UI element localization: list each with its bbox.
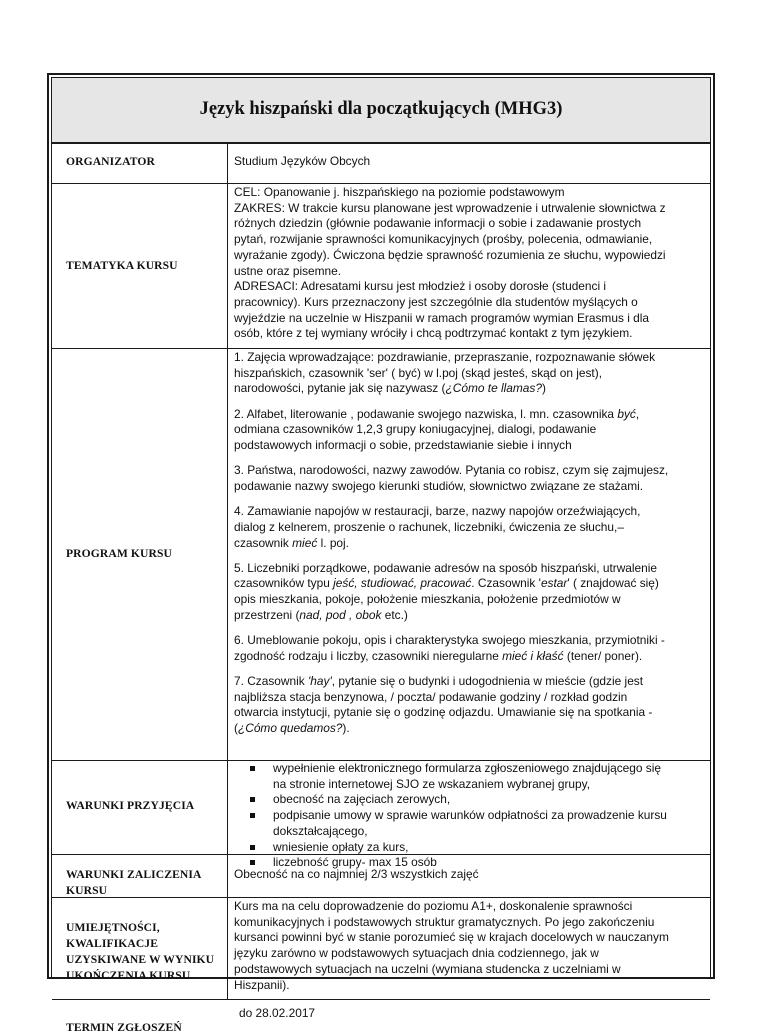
course-sheet — [47, 73, 715, 1034]
label-umiejetnosci: UMIEJĘTNOŚCI, KWALIFIKACJE UZYSKIWANE W WYNIKU UKOŃCZENIA KURSU — [52, 898, 228, 999]
value-warunki-zaliczenia: Obecność na co najmniej 2/3 wszystkich zajęć — [234, 867, 479, 881]
value-organizator: Studium Języków Obcych — [234, 154, 371, 168]
row-warunki-zaliczenia — [52, 855, 710, 898]
value-umiejetnosci — [228, 898, 710, 999]
title-row — [52, 78, 710, 144]
course-table: Język hiszpański dla początkujących (MHG3) ORGANIZATOR Studium Języków Obcych TEMATYKA KURSU CEL: Opanowanie j. hiszpańskiego na poziomie podstawowym ZAKRES: W trakcie kursu planowane jest wprowadzenie i utrwalenie słownictwa z różnych dziedzin (głównie podawanie informacji o sobie i zadawanie prostych pytań, rozwijanie sprawności komunikacyjnych (prośby, polecenia, odmawianie, wyrażanie zgody). Ćwiczona będzie sprawność rozumienia ze słuchu, wypowiedzi ustne oraz pisemne. ADRESACI: Adresatami kursu jest młodzież i osoby dorosłe (studenci i pracownicy). Kurs przeznaczony jest szczególnie dla studentów myślących o wyjeździe na uczelnie w Hiszpanii w ramach programów wymian Erasmus i dla osób, które z tej wymiany wróciły i chcą podtrzymać kontakt z tym językiem. PROGRAM KURSU 1. Zajęcia wprowadzające: pozdrawianie, przepraszanie, rozpoznawanie słówek hiszpańskich, czasownik 'ser' ( być) w l.poj (skąd jesteś, skąd on jest), narodowości, pytanie jak się nazywasz (¿Cómo te llamas?) 2. Alfabet, literowanie , podawanie swojego nazwiska, l. mn. czasownika być, odmiana czasowników 1,2,3 grupy koniugacyjnej, dialogi, podawanie podstawowych informacji o sobie, przedstawianie siebie i innych 3. Państwa, narodowości, nazwy zawodów. Pytania co robisz, czym się zajmujesz, podawanie nazwy swojego kierunki studiów, słownictwo związane ze stażami. 4. Zamawianie napojów w restauracji, barze, nazwy napojów orzeźwiających, dialog z kelnerem, proszenie o rachunek, liczebniki, ćwiczenia ze słuchu,– czasownik mieć l. poj. 5. Liczebniki porządkowe, podawanie adresów na sposób hiszpański, utrwalenie czasowników typu jeść, studiować, pracować. Czasownik 'estar' ( znajdować się) opis mieszkania, pokoje, położenie mieszkania, położenie przedmiotów w przestrzeni (nad, pod , obok etc.) 6. Umeblowanie pokoju, opis i charakterystyka swojego mieszkania, przymiotniki - zgodność rodzaju i liczby, czasowniki nieregularne mieć i kłaść (tener/ poner). 7. Czasownik 'hay', pytanie się o budynki i udogodnienia w mieście (gdzie jest najbliższa stacja benzynowa, / poczta/ podawanie godziny / rozkład godzin otwarcia instytucji, pytanie się o godzinę odjazdu. Umawianie się na spotkania - (¿Cómo quedamos?). WARUNKI PRZYJĘCIA wypełnienie elektronicznego formularza zgłoszeniowego znajdującego się na stronie internetowej SJO ze wskazaniem wybranej grupy, obecność na zajęciach zerowych, podpisanie umowy w sprawie warunków odpłatności za prowadzenie kursu dokształcającego, wniesienie opłaty za kurs, liczebność grupy- max 15 osób WARUNKI ZALICZENIA KURSU Obecność na co najmniej 2/3 wszystkich zajęć UMIEJĘTNOŚCI, KWALIFIKACJE UZYSKIWANE W WYNIKU UKOŃCZENIA KURSU Kurs ma na celu doprowadzenie do poziomu A1+, doskonalenie sprawności komunikacyjnych i podstawowych struktur gramatycznych. Po jego zakończeniu kursanci powinni być w stanie porozumieć się w krajach docelowych w nauczanym języku zarówno w podstawowych sytuacjach dnia codziennego, jak w podstawowych sytuacjach na uczelni (wymiana studencka z uczelniami w Hiszpanii). TERMIN ZGŁOSZEŃ do 28.02.2017 — [51, 77, 711, 977]
tematyka-text: CEL: Opanowanie j. hiszpańskiego na poziomie podstawowym ZAKRES: W trakcie kursu planowane jest wprowadzenie i utrwalenie słownictwa z różnych dziedzin (głównie podawanie informacji o sobie i zadawanie prostych pytań, rozwijanie sprawności komunikacyjnych (prośby, polecenia, odmawianie, wyrażanie zgody). Ćwiczona będzie sprawność rozumienia ze słuchu, wypowiedzi ustne oraz pisemne. ADRESACI: Adresatami kursu jest młodzież i osoby dorosłe (studenci i pracownicy). Kurs przeznaczony jest szczególnie dla studentów myślących o wyjeździe na uczelnie w Hiszpanii w ramach programów wymian Erasmus i dla osób, które z tej wymiany wróciły i chcą podtrzymać kontakt z tym językiem. — [234, 185, 666, 341]
umiejetnosci-text: Kurs ma na celu doprowadzenie do poziomu A1+, doskonalenie sprawności komunikacyjnych i podstawowych struktur gramatycznych. Po jego zakończeniu kursanci powinni być w stanie porozumieć się w krajach docelowych w nauczanym języku zarówno w podstawowych sytuacjach dnia codziennego, jak w podstawowych sytuacjach na uczelni (wymiana studencka z uczelniami w Hiszpanii). — [234, 899, 669, 992]
label-organizator: ORGANIZATOR — [52, 144, 228, 183]
label-program: PROGRAM KURSU — [52, 349, 228, 760]
row-tematyka — [52, 184, 710, 349]
label-warunki-przyjecia: WARUNKI PRZYJĘCIA — [52, 761, 228, 854]
program-item-2: 2. Alfabet, literowanie , podawanie swojego nazwiska, l. mn. czasownika być, odmiana czasowników 1,2,3 grupy koniugacyjnej, dialogi, podawanie podstawowych informacji o sobie, przedstawianie siebie i innych — [234, 406, 640, 453]
page-title: Język hiszpański dla początkujących (MHG3) — [199, 99, 563, 119]
list-item: wniesienie opłaty za kurs, — [228, 840, 706, 856]
program-item-4: 4. Zamawianie napojów w restauracji, barze, nazwy napojów orzeźwiających, dialog z kelnerem, proszenie o rachunek, liczebniki, ćwiczenia ze słuchu,– czasownik mieć l. poj. — [234, 504, 641, 550]
program-item-3: 3. Państwa, narodowości, nazwy zawodów. Pytania co robisz, czym się zajmujesz, podawanie nazwy swojego kierunki studiów, słownictwo związane ze stażami. — [234, 463, 669, 493]
program-item-5: 5. Liczebniki porządkowe, podawanie adresów na sposób hiszpański, utrwalenie czasowników typu jeść, studiować, pracować. Czasownik 'estar' ( znajdować się) opis mieszkania, pokoje, położenie mieszkania, położenie przedmiotów w przestrzeni (nad, pod , obok etc.) — [234, 560, 659, 622]
list-item: obecność na zajęciach zerowych, — [228, 792, 706, 808]
program-text — [234, 350, 706, 737]
list-item: liczebność grupy- max 15 osób — [228, 855, 706, 871]
value-program — [228, 349, 710, 760]
row-program — [52, 349, 710, 761]
label-warunki-zaliczenia: WARUNKI ZALICZENIA KURSU — [52, 855, 228, 897]
label-tematyka: TEMATYKA KURSU — [52, 184, 228, 348]
program-item-1: 1. Zajęcia wprowadzające: pozdrawianie, przepraszanie, rozpoznawanie słówek hiszpańskich, czasownik 'ser' ( być) w l.poj (skąd jesteś, skąd on jest), narodowości, pytanie jak się nazywasz (¿Cómo te llamas?) — [234, 350, 656, 396]
value-tematyka — [228, 184, 710, 348]
row-organizator — [52, 144, 710, 184]
value-warunki-przyjecia — [228, 761, 710, 870]
row-umiejetnosci — [52, 898, 710, 1000]
program-item-7: 7. Czasownik 'hay', pytanie się o budynki i udogodnienia w mieście (gdzie jest najbliższa stacja benzynowa, / poczta/ podawanie godziny / rozkład godzin otwarcia instytucji, pytanie się o godzinę odjazdu. Umawianie się na spotkania - (¿Cómo quedamos?). — [234, 673, 653, 736]
list-item: wypełnienie elektronicznego formularza zgłoszeniowego znajdującego się na stronie internetowej SJO ze wskazaniem wybranej grupy, — [228, 761, 706, 792]
row-warunki-przyjecia — [52, 761, 710, 870]
list-item: podpisanie umowy w sprawie warunków odpłatności za prowadzenie kursu dokształcającego, — [228, 808, 706, 839]
program-item-6: 6. Umeblowanie pokoju, opis i charakterystyka swojego mieszkania, przymiotniki - zgodność rodzaju i liczby, czasowniki nieregularne mieć i kłaść (tener/ poner). — [234, 633, 665, 663]
